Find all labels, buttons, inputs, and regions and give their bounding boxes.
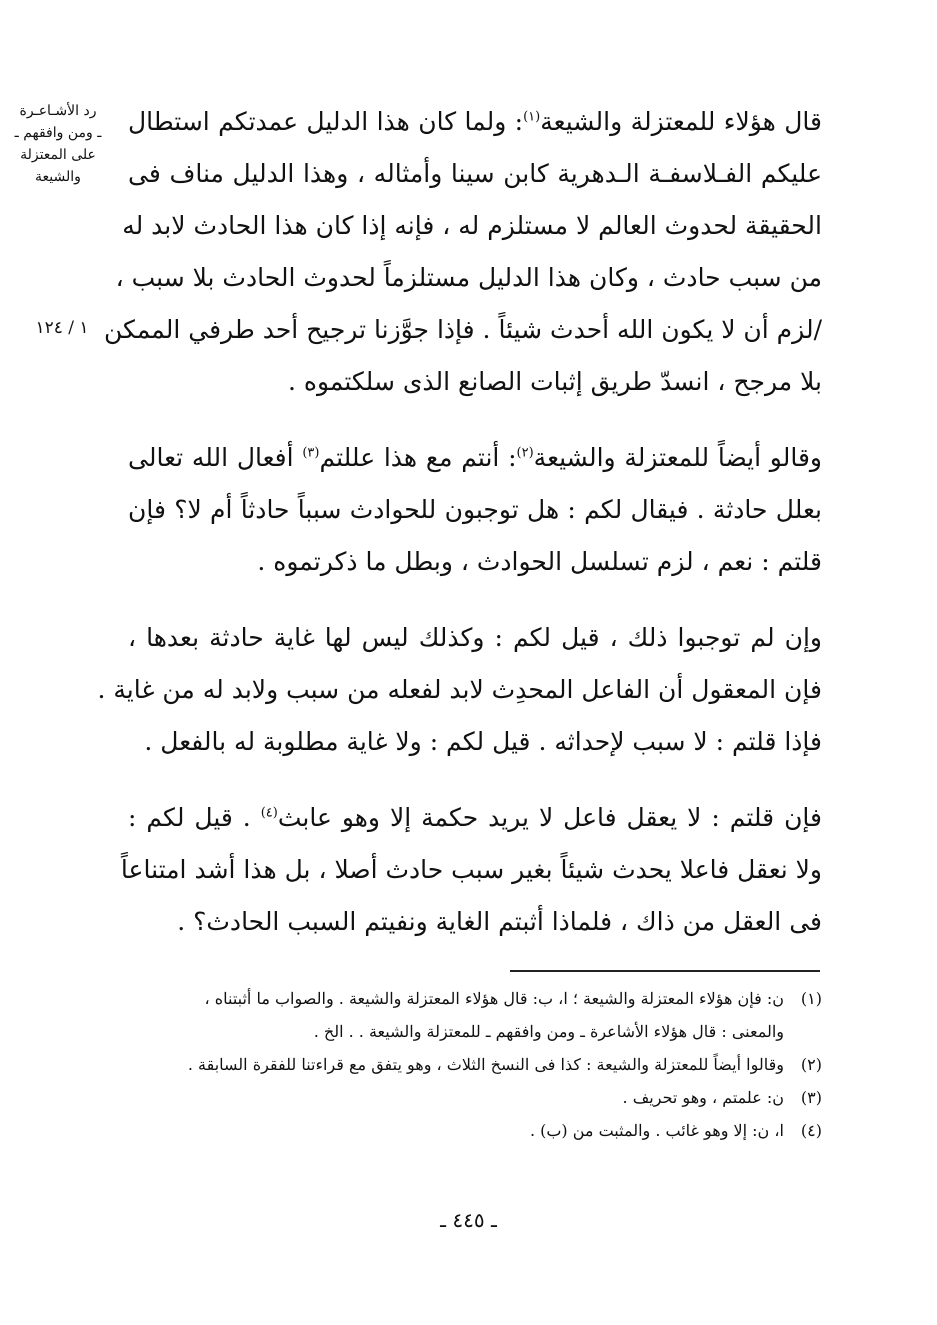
text-line: بلا مرجح ، انسدّ طريق إثبات الصانع الذى سلكتموه . bbox=[287, 367, 822, 396]
paragraph bbox=[104, 96, 822, 408]
text-line: من سبب حادث ، وكان هذا الدليل مستلزماً لحدوث الحادث بلا سبب ، bbox=[115, 263, 822, 292]
text-run: : ولما كان هذا الدليل عمدتكم استطال bbox=[128, 107, 524, 136]
footnote-marker: (٢) bbox=[516, 445, 534, 461]
main-text bbox=[97, 96, 822, 948]
text-line: قلتم : نعم ، لزم تسلسل الحوادث ، وبطل ما ذكرتموه . bbox=[257, 547, 822, 576]
footnote-number: (٣) bbox=[800, 1088, 822, 1107]
text-line: /لزم أن لا يكون الله أحدث شيئاً . فإذا جوَّزنا ترجيح أحد طرفي الممكن bbox=[104, 315, 822, 344]
footnote bbox=[128, 1048, 822, 1081]
text-run: وقالو أيضاً للمعتزلة والشيعة bbox=[533, 443, 822, 472]
footnote-number: (٢) bbox=[800, 1055, 822, 1074]
text-run: قال هؤلاء للمعتزلة والشيعة bbox=[540, 107, 822, 136]
footnote-line: والمعنى : قال هؤلاء الأشاعرة ـ ومن وافقهم ـ للمعتزلة والشيعة . . الخ . bbox=[313, 1022, 784, 1041]
footnote-marker: (٤) bbox=[260, 805, 278, 821]
margin-note-line: رد الأشـاعـرة bbox=[19, 103, 97, 119]
footnote-line: ن: علمتم ، وهو تحريف . bbox=[622, 1088, 784, 1107]
text-line: فإذا قلتم : لا سبب لإحداثه . قيل لكم : ولا غاية مطلوبة له بالفعل . bbox=[144, 727, 822, 756]
footnote-line: وقالوا أيضاً للمعتزلة والشيعة : كذا فى النسخ الثلاث ، وهو يتفق مع قراءتنا للفقرة السابقة . bbox=[187, 1055, 784, 1074]
text-run: : أنتم مع هذا عللتم bbox=[319, 443, 517, 472]
margin-page-reference: ١ / ١٢٤ bbox=[35, 318, 89, 338]
footnote bbox=[128, 982, 822, 1048]
footnote bbox=[128, 1081, 822, 1114]
text-line: الحقيقة لحدوث العالم لا مستلزم له ، فإنه إذا كان هذا الحادث لابد له bbox=[122, 211, 822, 240]
footnote-text bbox=[128, 1048, 784, 1081]
text-run: أفعال الله تعالى bbox=[128, 443, 303, 472]
footnote-line: ا، ن: إلا وهو غائب . والمثبت من (ب) . bbox=[529, 1121, 784, 1140]
paragraph bbox=[120, 792, 822, 948]
footnote-marker: (١) bbox=[523, 109, 541, 125]
margin-note-line: والشيعة bbox=[35, 169, 81, 185]
footnote-marker: (٣) bbox=[302, 445, 320, 461]
footnotes bbox=[128, 982, 822, 1147]
footnote-separator bbox=[510, 970, 820, 972]
text-line: وإن لم توجبوا ذلك ، قيل لكم : وكذلك ليس لها غاية حادثة بعدها ، bbox=[128, 623, 822, 652]
text-line: فى العقل من ذاك ، فلماذا أثبتم الغاية ونفيتم السبب الحادث؟ . bbox=[177, 907, 822, 936]
page-number: ـ ٤٤٥ ـ bbox=[440, 1208, 497, 1232]
paragraph bbox=[128, 432, 822, 588]
margin-note-line: على المعتزلة bbox=[20, 147, 96, 163]
text-line: عليكم الفـلاسفـة الـدهرية كابن سينا وأمثاله ، وهذا الدليل مناف فى bbox=[128, 159, 822, 188]
margin-note-line: ـ ومن وافقهم ـ bbox=[14, 125, 102, 141]
text-line: ولا نعقل فاعلا يحدث شيئاً بغير سبب حادث أصلا ، بل هذا أشد امتناعاً bbox=[120, 855, 822, 884]
footnote-text bbox=[128, 1081, 784, 1114]
text-run: . قيل لكم : bbox=[128, 803, 261, 832]
paragraph bbox=[97, 612, 822, 768]
margin-note bbox=[4, 100, 112, 188]
text-line bbox=[128, 432, 822, 484]
footnote-text bbox=[128, 982, 784, 1048]
text-line: بعلل حادثة . فيقال لكم : هل توجبون للحوادث سبباً حادثاً أم لا؟ فإن bbox=[128, 495, 822, 524]
footnote-text bbox=[128, 1114, 784, 1147]
text-line bbox=[128, 96, 822, 148]
text-line bbox=[128, 792, 822, 844]
footnote-line: ن: فإن هؤلاء المعتزلة والشيعة ؛ ا، ب: قال هؤلاء المعتزلة والشيعة . والصواب ما أثبتناه ، bbox=[204, 989, 784, 1008]
text-run: فإن قلتم : لا يعقل فاعل لا يريد حكمة إلا وهو عابث bbox=[277, 803, 822, 832]
text-line: فإن المعقول أن الفاعل المحدِث لابد لفعله من سبب ولابد له من غاية . bbox=[97, 675, 822, 704]
footnote bbox=[128, 1114, 822, 1147]
footnote-number: (٤) bbox=[800, 1121, 822, 1140]
footnote-number: (١) bbox=[800, 989, 822, 1008]
